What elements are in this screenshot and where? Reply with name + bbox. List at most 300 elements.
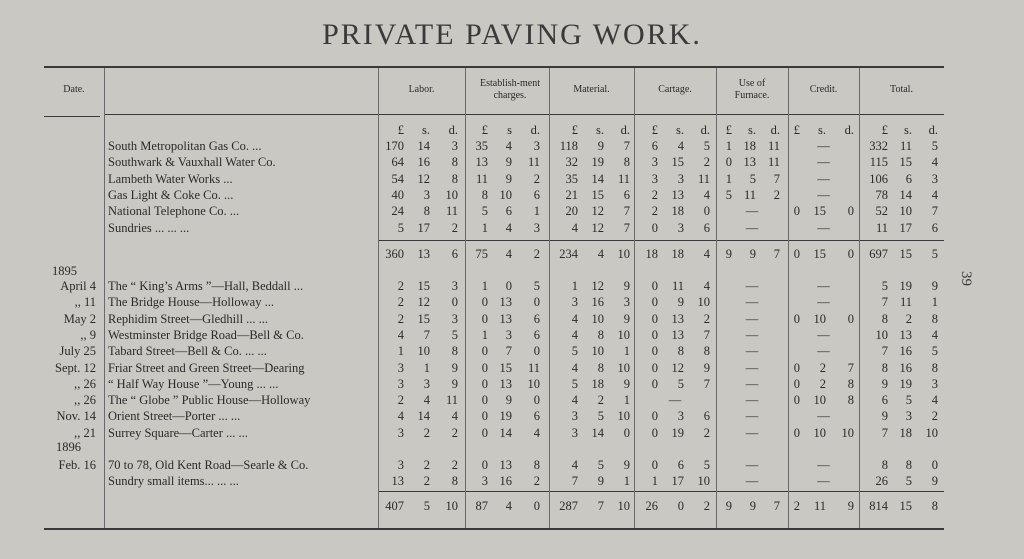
row-description: Westminster Bridge Road—Bell & Co. <box>108 327 304 342</box>
mat-pence: 7 <box>623 220 630 235</box>
mat-pence: 7 <box>623 139 630 153</box>
labor-pounds: 170 <box>385 139 404 153</box>
mat-pounds: 3 <box>571 425 578 440</box>
labor-pence: 11 <box>445 393 458 408</box>
total-pounds: 115 <box>869 155 888 170</box>
unit-label: d. <box>700 123 710 137</box>
labor-pounds: 54 <box>391 171 404 186</box>
est-shillings: 9 <box>505 171 512 186</box>
labor-pounds: 3 <box>397 360 404 375</box>
total-shillings: 8 <box>905 458 912 472</box>
unit-label: s. <box>748 123 756 137</box>
furn-pence: 11 <box>767 155 780 170</box>
est-pence: 2 <box>533 247 540 261</box>
est-pence: 0 <box>533 344 540 359</box>
unit-label: d. <box>530 123 540 137</box>
table-row <box>0 408 1024 424</box>
cart-dash: — <box>668 393 682 408</box>
est-pence: 1 <box>533 204 540 219</box>
est-pounds: 11 <box>475 171 488 186</box>
labor-shillings: 10 <box>417 344 430 359</box>
furn-dash: — <box>745 474 759 489</box>
mat-pounds: 35 <box>565 171 578 186</box>
est-pence: 6 <box>533 409 540 424</box>
cart-pounds: 0 <box>651 295 658 310</box>
mat-pence: 1 <box>623 344 630 359</box>
labor-pounds: 407 <box>385 499 404 513</box>
furn-dash: — <box>745 327 759 342</box>
cart-shillings: 3 <box>677 171 684 186</box>
unit-label: s. <box>904 123 912 137</box>
est-shillings: 9 <box>505 393 512 408</box>
labor-pounds: 64 <box>391 155 404 170</box>
est-pounds: 0 <box>481 295 488 310</box>
credit-dash: — <box>817 474 830 489</box>
est-pence: 8 <box>533 458 540 472</box>
furn-dash: — <box>745 376 759 391</box>
est-pence: 0 <box>533 499 540 513</box>
labor-shillings: 1 <box>423 360 430 375</box>
total-pounds: 697 <box>869 247 888 261</box>
labor-pence: 9 <box>451 376 458 391</box>
row-date: Sept. 12 <box>55 360 96 375</box>
labor-pounds: 3 <box>397 458 404 472</box>
mat-pounds: 4 <box>571 311 578 326</box>
total-pence: 2 <box>931 409 938 424</box>
est-pounds: 0 <box>481 458 488 472</box>
est-shillings: 13 <box>499 295 512 310</box>
est-shillings: 4 <box>505 139 512 153</box>
total-shillings: 10 <box>899 204 912 219</box>
est-pence: 6 <box>533 311 540 326</box>
cart-pounds: 0 <box>651 409 658 424</box>
unit-label: s. <box>676 123 684 137</box>
header-labor: Labor. <box>408 84 435 95</box>
header-establishment: Establish-ment charges. <box>480 78 540 101</box>
total-pounds: 7 <box>881 295 888 310</box>
est-pounds: 1 <box>481 279 488 293</box>
total-pence: 9 <box>931 474 938 489</box>
row-description: 70 to 78, Old Kent Road—Searle & Co. <box>108 458 309 472</box>
labor-pence: 0 <box>451 295 458 310</box>
credit-dash: — <box>817 409 830 424</box>
total-pounds: 7 <box>881 344 888 359</box>
mat-shillings: 14 <box>591 425 604 440</box>
unit-label: s. <box>818 123 826 137</box>
labor-pence: 8 <box>451 474 458 489</box>
furn-shillings: 13 <box>743 155 756 170</box>
mat-pence: 10 <box>617 499 630 513</box>
unit-label: £ <box>881 123 888 137</box>
labor-pounds: 4 <box>397 409 404 424</box>
row-description: Sundries ... ... ... <box>108 220 190 235</box>
credit-shillings: 10 <box>813 393 826 408</box>
mat-pence: 1 <box>623 393 630 408</box>
mat-pence: 6 <box>623 187 630 202</box>
row-description: Surrey Square—Carter ... ... <box>108 425 248 440</box>
credit-pence: 7 <box>847 360 854 375</box>
total-pounds: 8 <box>881 458 888 472</box>
unit-label: s. <box>422 123 430 137</box>
cart-pence: 2 <box>703 311 710 326</box>
row-description: The Bridge House—Holloway ... <box>108 295 274 310</box>
total-pounds: 52 <box>875 204 888 219</box>
furn-shillings: 18 <box>743 139 756 153</box>
furn-dash: — <box>745 425 759 440</box>
labor-pence: 10 <box>445 187 458 202</box>
mat-pounds: 3 <box>571 409 578 424</box>
table-row <box>0 278 1024 294</box>
cart-pounds: 2 <box>651 204 658 219</box>
labor-pence: 8 <box>451 171 458 186</box>
credit-shillings: 2 <box>819 360 826 375</box>
est-pounds: 0 <box>481 360 488 375</box>
mat-pence: 10 <box>617 247 630 261</box>
cart-pence: 7 <box>703 376 710 391</box>
furn-dash: — <box>745 204 759 219</box>
total-pounds: 814 <box>869 499 888 513</box>
cart-pence: 4 <box>703 279 710 293</box>
est-pence: 0 <box>533 393 540 408</box>
year-row <box>0 263 1024 279</box>
mat-pounds: 20 <box>565 204 578 219</box>
cart-pounds: 6 <box>651 139 658 153</box>
labor-shillings: 5 <box>423 499 430 513</box>
header-rule <box>104 114 944 115</box>
cart-pounds: 0 <box>651 458 658 472</box>
top-rule <box>44 66 944 68</box>
cart-pence: 2 <box>703 155 710 170</box>
mat-shillings: 12 <box>591 279 604 293</box>
credit-pence: 10 <box>841 425 854 440</box>
subtotal-row <box>0 246 1024 262</box>
labor-pence: 6 <box>451 247 458 261</box>
table-row <box>0 376 1024 392</box>
est-pence: 4 <box>533 425 540 440</box>
row-description: Orient Street—Porter ... ... <box>108 409 241 424</box>
furn-shillings: 11 <box>743 187 756 202</box>
est-pounds: 0 <box>481 425 488 440</box>
est-pounds: 87 <box>475 499 488 513</box>
row-date: July 25 <box>59 344 96 359</box>
total-pence: 4 <box>931 393 938 408</box>
total-pounds: 8 <box>881 360 888 375</box>
labor-pence: 10 <box>445 499 458 513</box>
cart-shillings: 18 <box>671 204 684 219</box>
row-description: National Telephone Co. ... <box>108 204 240 219</box>
total-pence: 6 <box>931 220 938 235</box>
cart-pounds: 0 <box>651 279 658 293</box>
mat-pence: 9 <box>623 311 630 326</box>
credit-dash: — <box>817 220 830 235</box>
table-row <box>0 171 1024 187</box>
est-shillings: 15 <box>499 360 512 375</box>
labor-pence: 2 <box>451 425 458 440</box>
mat-pounds: 32 <box>565 155 578 170</box>
labor-pence: 3 <box>451 279 458 293</box>
est-pounds: 3 <box>481 474 488 489</box>
cart-pounds: 0 <box>651 327 658 342</box>
credit-dash: — <box>817 327 830 342</box>
mat-pence: 9 <box>623 279 630 293</box>
labor-shillings: 17 <box>417 220 430 235</box>
est-pounds: 1 <box>481 220 488 235</box>
table-row <box>0 392 1024 408</box>
credit-pence: 0 <box>847 311 854 326</box>
credit-pounds: 0 <box>793 393 800 408</box>
row-description: Southwark & Vauxhall Water Co. <box>108 155 276 170</box>
total-pence: 5 <box>931 139 938 153</box>
mat-pounds: 3 <box>571 295 578 310</box>
est-shillings: 10 <box>499 187 512 202</box>
total-pounds: 26 <box>875 474 888 489</box>
mat-shillings: 5 <box>597 409 604 424</box>
furn-pence: 7 <box>773 247 780 261</box>
row-description: Tabard Street—Bell & Co. ... ... <box>108 344 267 359</box>
mat-pounds: 4 <box>571 393 578 408</box>
row-date: Feb. 16 <box>58 458 96 472</box>
total-shillings: 6 <box>905 171 912 186</box>
labor-pence: 5 <box>451 327 458 342</box>
row-date: ,, 21 <box>74 425 96 440</box>
unit-label: £ <box>725 123 732 137</box>
credit-dash: — <box>817 344 830 359</box>
labor-pence: 8 <box>451 155 458 170</box>
cart-pence: 6 <box>703 220 710 235</box>
est-shillings: 13 <box>499 458 512 472</box>
mat-shillings: 9 <box>597 139 604 153</box>
labor-pounds: 13 <box>391 474 404 489</box>
mat-shillings: 8 <box>597 327 604 342</box>
cart-pence: 9 <box>703 360 710 375</box>
est-pence: 3 <box>533 139 540 153</box>
cart-pounds: 0 <box>651 344 658 359</box>
total-shillings: 19 <box>899 376 912 391</box>
row-date: ,, 26 <box>74 393 96 408</box>
total-shillings: 3 <box>905 409 912 424</box>
mat-pounds: 5 <box>571 344 578 359</box>
labor-pounds: 4 <box>397 327 404 342</box>
cart-pounds: 2 <box>651 187 658 202</box>
total-shillings: 2 <box>905 311 912 326</box>
labor-pounds: 3 <box>397 425 404 440</box>
total-pounds: 8 <box>881 311 888 326</box>
est-shillings: 0 <box>505 279 512 293</box>
cart-shillings: 3 <box>677 409 684 424</box>
total-shillings: 15 <box>899 247 912 261</box>
header-credit: Credit. <box>809 84 838 95</box>
est-shillings: 16 <box>499 474 512 489</box>
labor-shillings: 3 <box>423 376 430 391</box>
total-pence: 8 <box>931 499 938 513</box>
total-pence: 10 <box>925 425 938 440</box>
total-pounds: 332 <box>869 139 888 153</box>
credit-pounds: 0 <box>793 311 800 326</box>
mat-pounds: 7 <box>571 474 578 489</box>
est-pence: 11 <box>527 155 540 170</box>
total-pounds: 9 <box>881 376 888 391</box>
furn-dash: — <box>745 393 759 408</box>
est-pence: 2 <box>533 171 540 186</box>
furn-dash: — <box>745 344 759 359</box>
cart-shillings: 6 <box>677 458 684 472</box>
total-shillings: 11 <box>899 295 912 310</box>
est-shillings: 3 <box>505 327 512 342</box>
total-shillings: 16 <box>899 344 912 359</box>
total-pounds: 9 <box>881 409 888 424</box>
mat-pence: 8 <box>623 155 630 170</box>
est-shillings: 4 <box>505 499 512 513</box>
row-description: The “ Globe ” Public House—Holloway <box>108 393 311 408</box>
mat-pounds: 4 <box>571 220 578 235</box>
est-pounds: 0 <box>481 311 488 326</box>
mat-pence: 10 <box>617 327 630 342</box>
cart-shillings: 11 <box>671 279 684 293</box>
total-pence: 0 <box>931 458 938 472</box>
cart-shillings: 13 <box>671 187 684 202</box>
total-shillings: 17 <box>899 220 912 235</box>
labor-shillings: 16 <box>417 155 430 170</box>
mat-shillings: 18 <box>591 376 604 391</box>
furn-shillings: 9 <box>749 247 756 261</box>
est-pence: 6 <box>533 187 540 202</box>
year-label: 1895 <box>52 264 77 278</box>
table-row <box>0 203 1024 219</box>
total-pence: 5 <box>931 344 938 359</box>
credit-pounds: 0 <box>793 376 800 391</box>
credit-dash: — <box>817 279 830 293</box>
labor-pence: 3 <box>451 139 458 153</box>
row-date: ,, 26 <box>74 376 96 391</box>
labor-pounds: 2 <box>397 279 404 293</box>
row-date: ,, 11 <box>74 295 96 310</box>
mat-shillings: 12 <box>591 204 604 219</box>
est-pounds: 35 <box>475 139 488 153</box>
page-number: 39 <box>958 271 974 286</box>
est-pounds: 8 <box>481 187 488 202</box>
est-pounds: 13 <box>475 155 488 170</box>
unit-label: £ <box>397 123 404 137</box>
total-pounds: 7 <box>881 425 888 440</box>
furn-pounds: 9 <box>725 499 732 513</box>
header-furnace: Use of Furnace. <box>734 78 770 101</box>
labor-pence: 3 <box>451 311 458 326</box>
credit-shillings: 11 <box>813 499 826 513</box>
mat-shillings: 12 <box>591 220 604 235</box>
total-shillings: 19 <box>899 279 912 293</box>
est-pence: 6 <box>533 327 540 342</box>
furn-pounds: 5 <box>725 187 732 202</box>
furn-pence: 11 <box>767 139 780 153</box>
mat-pounds: 1 <box>571 279 578 293</box>
furn-shillings: 5 <box>749 171 756 186</box>
row-description: Friar Street and Green Street—Dearing <box>108 360 305 375</box>
total-pence: 4 <box>931 187 938 202</box>
est-pounds: 0 <box>481 409 488 424</box>
labor-shillings: 14 <box>417 139 430 153</box>
labor-shillings: 15 <box>417 311 430 326</box>
credit-pounds: 0 <box>793 247 800 261</box>
total-pounds: 78 <box>875 187 888 202</box>
cart-shillings: 13 <box>671 311 684 326</box>
est-pence: 2 <box>533 474 540 489</box>
est-pence: 5 <box>533 279 540 293</box>
table-row <box>0 294 1024 310</box>
total-shillings: 11 <box>899 139 912 153</box>
credit-shillings: 2 <box>819 376 826 391</box>
credit-pence: 8 <box>847 376 854 391</box>
furn-pounds: 1 <box>725 171 732 186</box>
credit-shillings: 10 <box>813 311 826 326</box>
est-shillings: 7 <box>505 344 512 359</box>
cart-pence: 2 <box>703 499 710 513</box>
cart-pence: 6 <box>703 409 710 424</box>
total-shillings: 15 <box>899 155 912 170</box>
cart-pounds: 26 <box>645 499 658 513</box>
row-date: ,, 9 <box>80 327 96 342</box>
est-shillings: 9 <box>505 155 512 170</box>
table-row <box>0 187 1024 203</box>
table-row <box>0 343 1024 359</box>
labor-pounds: 5 <box>397 220 404 235</box>
labor-pence: 9 <box>451 360 458 375</box>
unit-label: £ <box>793 123 800 137</box>
furn-dash: — <box>745 409 759 424</box>
labor-shillings: 14 <box>417 409 430 424</box>
year-label: 1896 <box>56 440 81 454</box>
labor-shillings: 2 <box>423 474 430 489</box>
mat-pence: 7 <box>623 204 630 219</box>
units-row <box>0 122 1024 138</box>
cart-shillings: 12 <box>671 360 684 375</box>
est-pence: 10 <box>527 376 540 391</box>
total-shillings: 16 <box>899 360 912 375</box>
unit-label: s <box>507 123 512 137</box>
table-row <box>0 473 1024 489</box>
labor-shillings: 3 <box>423 187 430 202</box>
credit-pence: 9 <box>847 499 854 513</box>
mat-shillings: 4 <box>597 247 604 261</box>
credit-pounds: 0 <box>793 425 800 440</box>
unit-label: £ <box>481 123 488 137</box>
unit-label: d. <box>770 123 780 137</box>
labor-pence: 2 <box>451 220 458 235</box>
labor-shillings: 2 <box>423 425 430 440</box>
cart-shillings: 0 <box>677 499 684 513</box>
cart-pounds: 0 <box>651 376 658 391</box>
row-description: Sundry small items... ... ... <box>108 474 239 489</box>
table-row <box>0 138 1024 154</box>
header-material: Material. <box>573 84 610 95</box>
cart-pence: 8 <box>703 344 710 359</box>
mat-pence: 10 <box>617 360 630 375</box>
table-row <box>0 457 1024 473</box>
credit-pence: 0 <box>847 204 854 219</box>
credit-dash: — <box>817 187 830 202</box>
labor-pence: 8 <box>451 344 458 359</box>
credit-shillings: 10 <box>813 425 826 440</box>
total-pounds: 10 <box>875 327 888 342</box>
furn-shillings: 9 <box>749 499 756 513</box>
mat-pounds: 234 <box>559 247 578 261</box>
cart-pounds: 3 <box>651 155 658 170</box>
total-pounds: 5 <box>881 279 888 293</box>
row-description: “ Half Way House ”—Young ... ... <box>108 376 279 391</box>
cart-pence: 2 <box>703 425 710 440</box>
labor-pounds: 360 <box>385 247 404 261</box>
mat-shillings: 19 <box>591 155 604 170</box>
est-pounds: 1 <box>481 327 488 342</box>
